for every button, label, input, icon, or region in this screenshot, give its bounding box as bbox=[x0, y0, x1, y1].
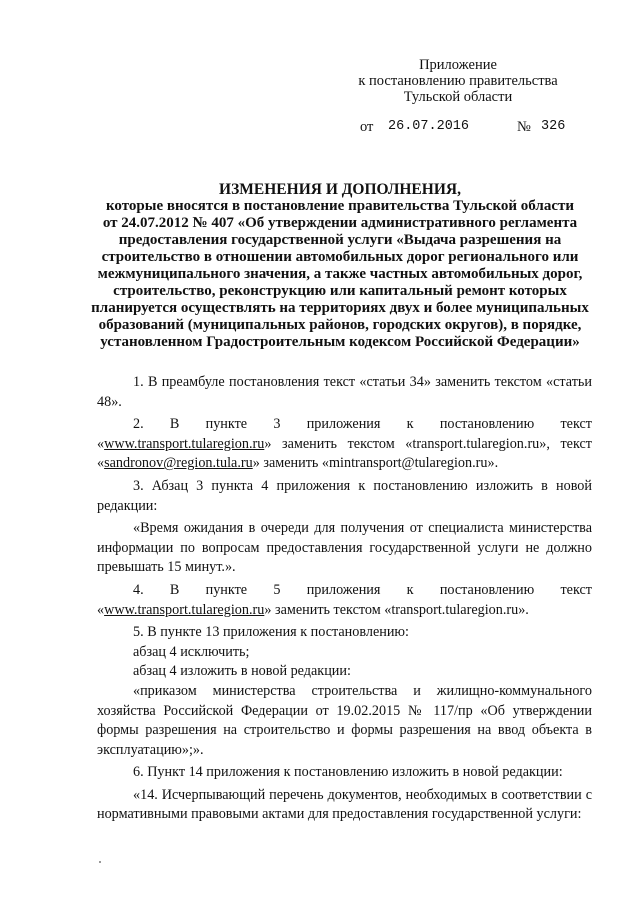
paragraph-5 bbox=[97, 581, 592, 620]
paragraph-5-suffix: » заменить текстом «transport.tularegion.ru». bbox=[264, 601, 529, 618]
website-link[interactable]: www.transport.tularegion.ru bbox=[104, 435, 265, 452]
paragraph-5-prefix: 4. В пункте 5 приложения к постановлению текст « bbox=[97, 581, 592, 618]
website-link[interactable]: www.transport.tularegion.ru bbox=[104, 601, 265, 618]
paragraph-4-quote: «Время ожидания в очереди для получения от специалиста министерства информации по вопросам предоставления государственной услуги не должно превышать 15 минут.». bbox=[97, 520, 592, 576]
paragraph-2-prefix: 2. В пункте 3 приложения к постановлению текст « bbox=[97, 416, 592, 452]
document-body bbox=[97, 373, 592, 825]
title-line: планируется осуществлять на территориях двух и более муниципальных bbox=[91, 300, 589, 316]
appendix-header bbox=[358, 57, 558, 105]
email-link[interactable]: sandronov@region.tula.ru bbox=[104, 455, 253, 472]
registration-date: 26.07.2016 bbox=[388, 119, 470, 134]
document-title bbox=[90, 181, 590, 351]
paragraph-7: абзац 4 исключить; bbox=[133, 643, 250, 660]
registration-number-label: № bbox=[517, 119, 531, 135]
appendix-line-1: Приложение bbox=[419, 57, 497, 73]
title-line: межмуниципального значения, а также частных автомобильных дорог, bbox=[97, 266, 583, 282]
paragraph-6: 5. В пункте 13 приложения к постановлению: bbox=[133, 624, 409, 641]
paragraph-10: 6. Пункт 14 приложения к постановлению изложить в новой редакции: bbox=[133, 764, 563, 781]
appendix-line-2: к постановлению правительства bbox=[358, 73, 558, 89]
title-line: установленном Градостроительным кодексом Российской Федерации» bbox=[100, 334, 580, 350]
title-line: строительство в отношении автомобильных дорог регионального или bbox=[101, 249, 579, 265]
title-line: образований (муниципальных районов, городских округов), в порядке, bbox=[98, 317, 582, 333]
paragraph-8: абзац 4 изложить в новой редакции: bbox=[133, 663, 351, 680]
paragraph-11-quote: «14. Исчерпывающий перечень документов, необходимых в соответствии с нормативными правовыми актами для предоставления государственной услуги: bbox=[97, 786, 592, 823]
paragraph-2-suffix: » заменить «mintransport@tularegion.ru». bbox=[252, 455, 499, 472]
scan-speck bbox=[99, 861, 101, 863]
paragraph-9-quote: «приказом министерства строительства и жилищно-коммунального хозяйства Российской Федерации от 19.02.2015 № 117/пр «Об утверждении формы разрешения на строительство и формы разрешения на ввод объекта в эксплуатацию»;». bbox=[97, 682, 592, 758]
paragraph-3: 3. Абзац 3 пункта 4 приложения к постановлению изложить в новой редакции: bbox=[97, 477, 592, 514]
paragraph-2-middle: » заменить текстом «transport.tularegion.ru», текст « bbox=[97, 435, 592, 472]
paragraph-2 bbox=[97, 415, 592, 474]
title-heading: ИЗМЕНЕНИЯ И ДОПОЛНЕНИЯ, bbox=[219, 181, 461, 198]
appendix-line-3: Тульской области bbox=[403, 89, 513, 105]
paragraph-1: 1. В преамбуле постановления текст «статьи 34» заменить текстом «статьи 48». bbox=[97, 374, 592, 410]
registration-from-label: от bbox=[360, 119, 374, 135]
title-line: строительство, реконструкцию или капитальный ремонт которых bbox=[113, 283, 567, 299]
title-line: от 24.07.2012 № 407 «Об утверждении административного регламента bbox=[102, 215, 578, 231]
registration-number: 326 bbox=[541, 119, 566, 134]
title-line: которые вносятся в постановление правительства Тульской области bbox=[105, 198, 575, 214]
title-line: предоставления государственной услуги «Выдача разрешения на bbox=[118, 232, 562, 248]
